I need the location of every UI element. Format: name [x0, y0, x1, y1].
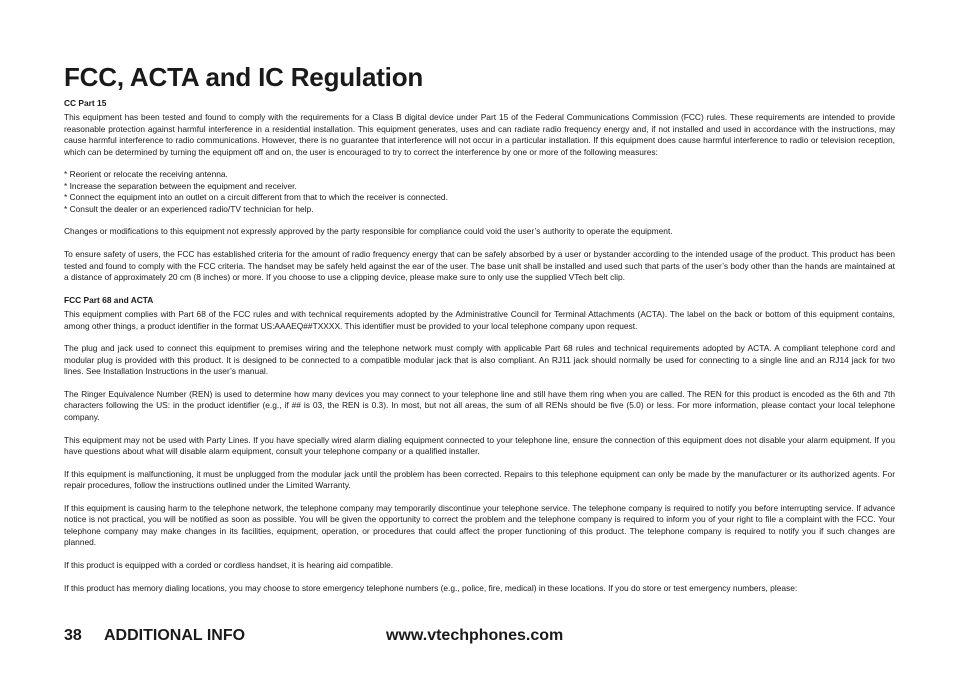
paragraph-ren: The Ringer Equivalence Number (REN) is used to determine how many devices you may connect to your telephone line and still have them ring when you are called. The REN for this product is encoded as the 6th and 7th characters following the US: in the product identifier (e.g., if ## is 03, the REN is 0.3). In most, but not all areas, the sum of all RENs should be five (5.0) or less. For more information, please contact your local telephone company.: [64, 389, 895, 422]
paragraph-safety: To ensure safety of users, the FCC has established criteria for the amount of radio frequency energy that can be safely absorbed by a user or bystander according to the intended usage of the product. This product has been tested and found to comply with the FCC criteria. The handset may be safely held against the ear of the user. The base unit shall be installed and used such that parts of the user’s body other than the hands are maintained at a distance of approximately 20 cm (8 inches) or more. If you choose to use a clipping device, please make sure to only use the supplied VTech belt clip.: [64, 249, 895, 283]
paragraph-network-harm: If this equipment is causing harm to the telephone network, the telephone company may temporarily discontinue your telephone service. The telephone company is required to notify you before interrupting service. If advance notice is not practical, you will be notified as soon as possible. You will be given the opportunity to correct the problem and the telephone company is required to inform you of your right to file a complaint with the FCC. Your telephone company may make changes in its facilities, equipment, operation, or procedures that could affect the proper functioning of this product. The telephone company is required to notify you if such changes are planned.: [64, 503, 895, 548]
paragraph-changes: Changes or modifications to this equipment not expressly approved by the party responsible for compliance could void the user’s authority to operate the equipment.: [64, 226, 673, 237]
section-name: ADDITIONAL INFO: [104, 627, 246, 644]
section-heading-fcc-part-68: FCC Part 68 and ACTA: [64, 294, 154, 305]
paragraph-malfunction: If this equipment is malfunctioning, it must be unplugged from the modular jack until the problem has been corrected. Repairs to this telephone equipment can only be made by the manufacturer or its authorized agents. For repair procedures, follow the instructions outlined under the Limited Warranty.: [64, 468, 895, 491]
paragraph-party-lines: This equipment may not be used with Party Lines. If you have specially wired alarm dialing equipment connected to your telephone line, ensure the connection of this equipment does not disable your alarm equipment. If you have questions about what will disable alarm equipment, consult your telephone company or a qualified installer.: [64, 434, 895, 457]
page-footer: [64, 626, 895, 648]
website-link[interactable]: www.vtechphones.com: [386, 627, 564, 644]
document-page: [64, 62, 895, 594]
section-heading-fcc-part-15: CC Part 15: [64, 98, 107, 108]
measures-list: [64, 169, 895, 215]
list-item: * Connect the equipment into an outlet on a circuit different from that to which the receiver is connected.: [64, 192, 448, 203]
paragraph-memory-dialing: If this product has memory dialing locations, you may choose to store emergency telephone numbers (e.g., police, fire, medical) in these locations. If you do store or test emergency numbers, please:: [64, 582, 798, 593]
paragraph-hearing-aid: If this product is equipped with a corded or cordless handset, it is hearing aid compatible.: [64, 560, 394, 571]
list-item: * Increase the separation between the equipment and receiver.: [64, 180, 297, 191]
paragraph-fcc-part-15-intro: This equipment has been tested and found to comply with the requirements for a Class B digital device under Part 15 of the Federal Communications Commission (FCC) rules. These requirements are intended to provide reasonable protection against harmful interference in a residential installation. This equipment generates, uses and can radiate radio frequency energy and, if not installed and used in accordance with the instructions, may cause harmful interference to radio communications. However, there is no guarantee that interference will not occur in a particular installation. If this equipment does cause harmful interference to radio or television reception, which can be determined by turning the equipment off and on, the user is encouraged to try to correct the interference by one or more of the following measures:: [64, 112, 895, 157]
paragraph-plug-and-jack: The plug and jack used to connect this equipment to premises wiring and the telephone network must comply with applicable Part 68 rules and technical requirements adopted by ACTA. A compliant telephone cord and modular plug is provided with this product. It is designed to be connected to a compatible modular jack that is also compliant. An RJ11 jack should normally be used for connecting to a single line and an RJ14 jack for two lines. See Installation Instructions in the user’s manual.: [64, 343, 895, 377]
list-item: * Reorient or relocate the receiving antenna.: [64, 169, 228, 180]
paragraph-part-68-compliance: This equipment complies with Part 68 of the FCC rules and with technical requirements adopted by the Administrative Council for Terminal Attachments (ACTA). The label on the back or bottom of this equipment contains, among other things, a product identifier in the format US:AAAEQ##TXXXX. This identifier must be provided to your local telephone company upon request.: [64, 309, 895, 331]
page-title: FCC, ACTA and IC Regulation: [64, 62, 424, 92]
list-item: * Consult the dealer or an experienced radio/TV technician for help.: [64, 203, 314, 214]
page-number: 38: [64, 627, 82, 644]
